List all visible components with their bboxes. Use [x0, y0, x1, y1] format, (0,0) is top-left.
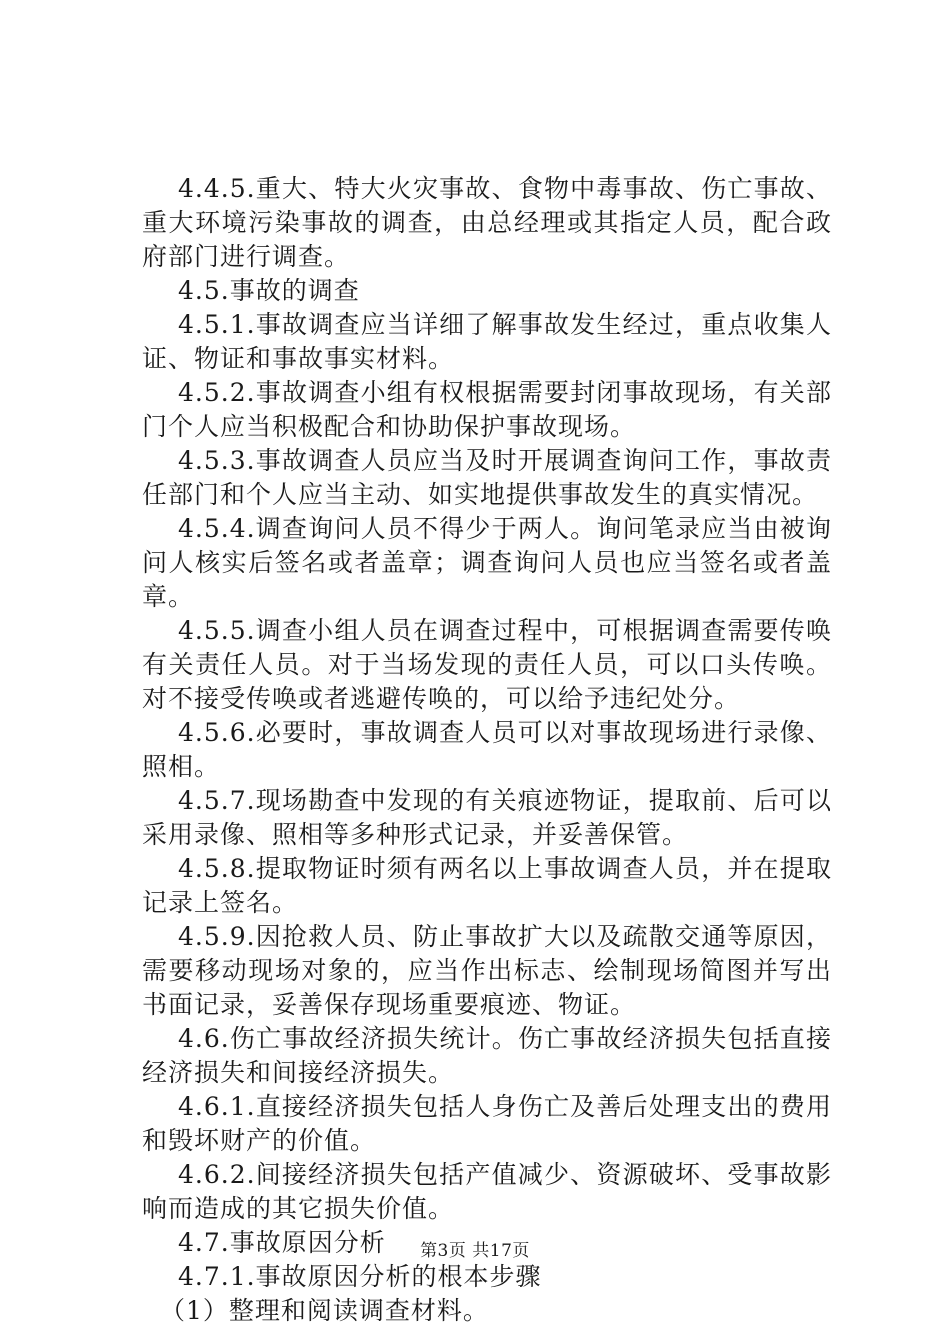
paragraph-4-6: 4.6.伤亡事故经济损失统计。伤亡事故经济损失包括直接经济损失和间接经济损失。 — [142, 1024, 832, 1087]
paragraph-4-6-1: 4.6.1.直接经济损失包括人身伤亡及善后处理支出的费用和毁坏财产的价值。 — [142, 1092, 832, 1155]
page-footer — [0, 1241, 950, 1261]
heading-4-7-1: 4.7.1.事故原因分析的根本步骤 — [178, 1262, 542, 1291]
paragraph-4-5-3: 4.5.3.事故调查人员应当及时开展调查询问工作，事故责任部门和个人应当主动、如实地提供事故发生的真实情况。 — [142, 446, 832, 509]
list-item-1: （1）整理和阅读调查材料。 — [160, 1296, 489, 1325]
paragraph-4-5-6: 4.5.6.必要时，事故调查人员可以对事故现场进行录像、照相。 — [142, 718, 832, 781]
paragraph-4-5-7: 4.5.7.现场勘查中发现的有关痕迹物证，提取前、后可以采用录像、照相等多种形式记录，并妥善保管。 — [142, 786, 832, 849]
paragraph-4-5-8: 4.5.8.提取物证时须有两名以上事故调查人员，并在提取记录上签名。 — [142, 854, 832, 917]
paragraph-4-4-5: 4.4.5.重大、特大火灾事故、食物中毒事故、伤亡事故、重大环境污染事故的调查，由总经理或其指定人员，配合政府部门进行调查。 — [142, 174, 832, 271]
heading-4-5: 4.5.事故的调查 — [178, 276, 360, 305]
paragraph-4-5-5: 4.5.5.调查小组人员在调查过程中，可根据调查需要传唤有关责任人员。对于当场发现的责任人员，可以口头传唤。对不接受传唤或者逃避传唤的，可以给予违纪处分。 — [142, 616, 832, 713]
page-number: 第3页 共17页 — [420, 1241, 530, 1261]
paragraph-4-5-2: 4.5.2.事故调查小组有权根据需要封闭事故现场，有关部门个人应当积极配合和协助保护事故现场。 — [142, 378, 832, 441]
document-body — [142, 172, 832, 1328]
heading-4-7: 4.7.事故原因分析 — [178, 1228, 386, 1257]
paragraph-4-5-9: 4.5.9.因抢救人员、防止事故扩大以及疏散交通等原因，需要移动现场对象的，应当作出标志、绘制现场简图并写出书面记录，妥善保存现场重要痕迹、物证。 — [142, 922, 832, 1019]
paragraph-4-5-1: 4.5.1.事故调查应当详细了解事故发生经过，重点收集人证、物证和事故事实材料。 — [142, 310, 832, 373]
paragraph-4-5-4: 4.5.4.调查询问人员不得少于两人。询问笔录应当由被询问人核实后签名或者盖章；调查询问人员也应当签名或者盖章。 — [142, 514, 832, 611]
paragraph-4-6-2: 4.6.2.间接经济损失包括产值减少、资源破坏、受事故影响而造成的其它损失价值。 — [142, 1160, 832, 1223]
